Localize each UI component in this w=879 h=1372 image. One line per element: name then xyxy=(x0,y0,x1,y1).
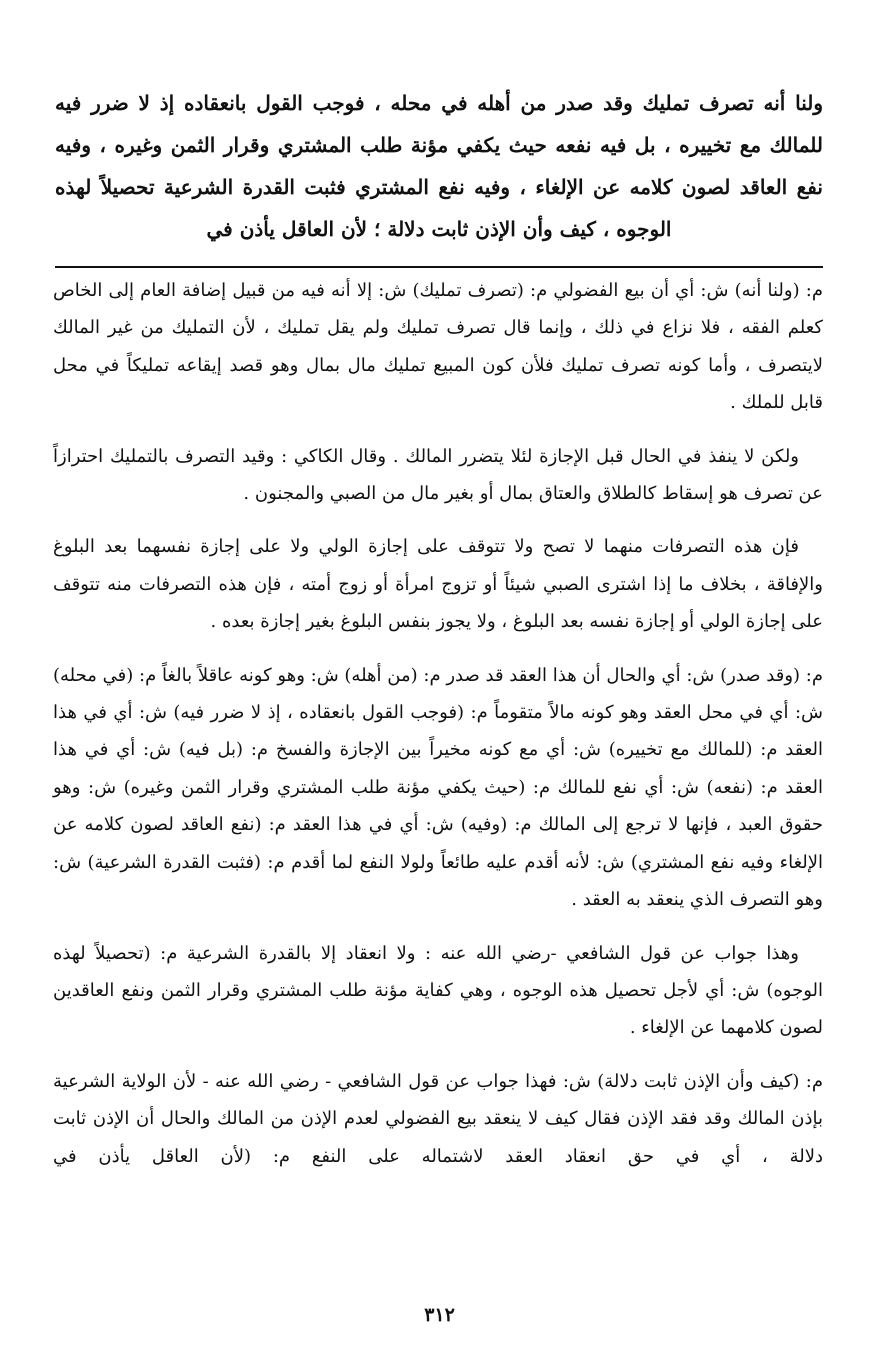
page-number: ٣١٢ xyxy=(424,1304,455,1326)
commentary-paragraph: ولكن لا ينفذ في الحال قبل الإجازة لئلا يتضرر المالك . وقال الكاكي : وقيد التصرف بالتمليك احترازاً عن تصرف هو إسقاط كالطلاق والعتاق بمال أو بغير مال من الصبي والمجنون . xyxy=(53,445,823,505)
commentary-section xyxy=(53,272,823,1191)
commentary-paragraph: وهذا جواب عن قول الشافعي -رضي الله عنه : ولا انعقاد إلا بالقدرة الشرعية م: (تحصيلاً لهذه الوجوه) ش: أي لأجل تحصيل هذه الوجوه ، وهي كفاية مؤنة طلب المشتري وقرار الثمن ونفع العاقدين لصون كلامهما عن الإلغاء . xyxy=(53,942,823,1039)
commentary-paragraph: فإن هذه التصرفات منهما لا تصح ولا تتوقف على إجازة الولي ولا على إجازة نفسهما بعد البلوغ والإفاقة ، بخلاف ما إذا اشترى الصبي شيئاً أو تزوج امرأة أو زوج أمته ، فإن هذه التصرفات منه تتوقف على إجازة الولي أو إجازة نفسه بعد البلوغ ، ولا يجوز بنفس البلوغ بغير إجازة بعده . xyxy=(53,536,823,633)
footnote-separator xyxy=(55,266,823,268)
commentary-paragraph: م: (وقد صدر) ش: أي والحال أن هذا العقد قد صدر م: (من أهله) ش: وهو كونه عاقلاً بالغاً م: (في محله) ش: أي في محل العقد وهو كونه مالاً متقوماً م: (فوجب القول بانعقاده ، إذ لا ضرر فيه) ش: أي في هذا العقد م: (للمالك مع تخييره) ش: أي مع كونه مخيراً بين الإجازة والفسخ م: (بل فيه) ش: أي في هذا العقد م: (نفعه) ش: أي نفع للمالك م: (حيث يكفي مؤنة طلب المشتري وقرار الثمن وغيره) ش: وهو حقوق العبد ، فإنها لا ترجع إلى المالك م: (وفيه) ش: أي في هذا العقد م: (نفع العاقد لصون كلامه عن الإلغاء وفيه نفع المشتري) ش: لأنه أقدم عليه طائعاً ولولا النفع لما أقدم م: (فثبت القدرة الشرعية) ش: وهو التصرف الذي ينعقد به العقد . xyxy=(53,664,823,911)
commentary-paragraph: م: (كيف وأن الإذن ثابت دلالة) ش: فهذا جواب عن قول الشافعي - رضي الله عنه - لأن الولاية الشرعية بإذن المالك وقد فقد الإذن فقال كيف لا ينعقد بيع الفضولي لعدم الإذن من المالك والحال أن الإذن ثابت دلالة ، أي في حق انعقاد العقد لاشتماله على النفع م: (لأن العاقل يأذن في xyxy=(53,1070,823,1167)
commentary-paragraph: م: (ولنا أنه) ش: أي أن بيع الفضولي م: (تصرف تمليك) ش: إلا أنه فيه من قبيل إضافة العام إلى الخاص كعلم الفقه ، فلا نزاع في ذلك ، وإنما قال تصرف تمليك ولم يقل تمليك ، لأن التمليك من غير المالك لايتصرف ، وأما كونه تصرف تمليك فلأن كون المبيع تمليك مال بمال وهو قصد إيقاعه تمليكاً في محل قابل للملك . xyxy=(53,280,823,414)
matn-text: ولنا أنه تصرف تمليك وقد صدر من أهله في محله ، فوجب القول بانعقاده إذ لا ضرر فيه للمالك مع تخييره ، بل فيه نفعه حيث يكفي مؤنة طلب المشتري وقرار الثمن وغيره ، وفيه نفع العاقد لصون كلامه عن الإلغاء ، وفيه نفع المشتري فثبت القدرة الشرعية تحصيلاً لهذه الوجوه ، كيف وأن الإذن ثابت دلالة ؛ لأن العاقل يأذن في xyxy=(55,91,823,241)
